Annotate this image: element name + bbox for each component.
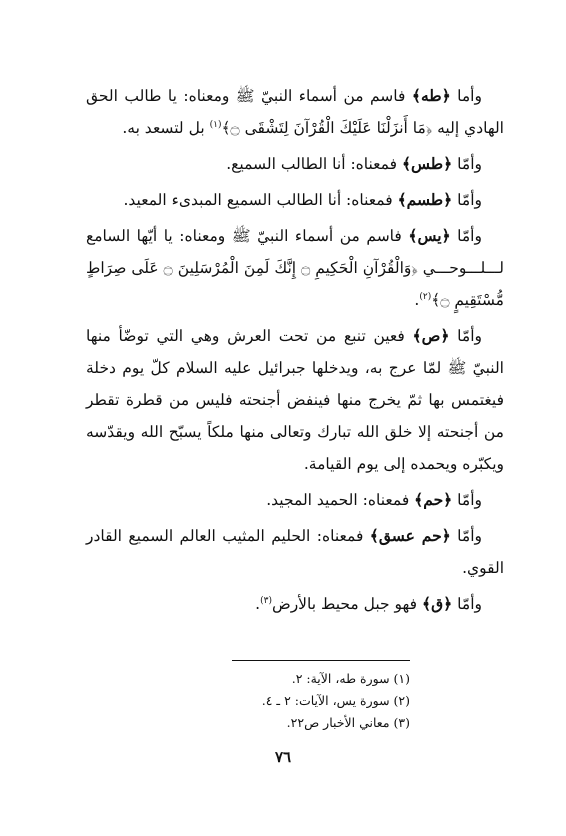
paragraph-text: فمعناه: الحليم المثيب العالم السميع القادر القوي. — [86, 527, 504, 577]
footnotes — [120, 668, 410, 734]
paragraph-tas — [86, 148, 504, 180]
paragraph-text: فمعناه: أنا الطالب السميع. — [226, 155, 398, 173]
paragraph-text: فاسم من أسماء النبيّ ﷺ ومعناه: يا طالب الحق الهادي إليه ﴿مَا أَنزَلْنَا عَلَيْكَ الْقُرْآنَ لِتَشْقَى ۝﴾ — [86, 87, 504, 137]
paragraph-text: فاسم من أسماء النبيّ ﷺ ومعناه: يا أيّها السامع لـــلـــوحـــي ﴿وَالْقُرْآنِ الْحَكِيمِ ۝ إِنَّكَ لَمِنَ الْمُرْسَلِينَ ۝ عَلَى صِرَاطٍ مُّسْتَقِيمٍ ۝﴾ — [86, 227, 504, 309]
lead-word: وأمّا — [457, 527, 482, 545]
footnote-3: (٣) معاني الأخبار ص٢٢. — [286, 715, 410, 730]
lead-word: وأمّا — [457, 595, 482, 613]
paragraph-qaf — [86, 588, 504, 620]
footnote-divider — [232, 660, 410, 661]
paragraph-tail: . — [255, 595, 261, 613]
term-qaf: ﴿ق﴾ — [422, 594, 453, 613]
paragraph-tail: . — [414, 291, 420, 309]
paragraph-tasam — [86, 184, 504, 216]
lead-word: وأمّا — [457, 227, 482, 245]
paragraph-taha — [86, 80, 504, 144]
paragraph-yasin — [86, 220, 504, 316]
lead-word: وأمّا — [457, 491, 482, 509]
term-tas: ﴿طس﴾ — [401, 154, 453, 173]
lead-word: وأما — [457, 87, 482, 105]
term-tasam: ﴿طسم﴾ — [397, 190, 453, 209]
footnote-2: (٢) سورة يس، الآيات: ٢ ـ ٤. — [261, 693, 410, 708]
paragraph-text: فهو جبل محيط بالأرض — [271, 595, 418, 613]
lead-word: وأمّا — [457, 155, 482, 173]
paragraph-text: فمعناه: أنا الطالب السميع المبدىء المعيد. — [123, 191, 393, 209]
lead-word: وأمّا — [457, 191, 482, 209]
footnote-1: (١) سورة طه، الآية: ٢. — [291, 671, 410, 686]
page-number: ٧٦ — [274, 748, 292, 766]
paragraph-text: فمعناه: الحميد المجيد. — [266, 491, 410, 509]
footnote-ref-3: (٣) — [260, 595, 272, 606]
paragraph-ham-asq — [86, 520, 504, 584]
paragraph-ham — [86, 484, 504, 516]
term-taha: ﴿طه﴾ — [411, 86, 451, 105]
term-ham: ﴿حم﴾ — [414, 490, 453, 509]
term-ham-asq: ﴿حم عسق﴾ — [369, 526, 451, 545]
lead-word: وأمّا — [457, 327, 482, 345]
paragraph-tail: بل لتسعد به. — [122, 119, 205, 137]
paragraph-sad — [86, 320, 504, 480]
page-body — [86, 80, 504, 624]
term-sad: ﴿ص﴾ — [412, 326, 450, 345]
paragraph-text: فعين تنبع من تحت العرش وهي التي توضّأ منها النبيّ ﷺ لمّا عرج به، ويدخلها جبرائيل عليه السلام كلّ يوم دخلة فيغتمس بها ثمّ يخرج منها فينفض أجنحته فليس من قطرة تقطر من أجنحته إلا خلق الله تبارك وتعالى منها ملكاً يسبّح الله ويقدّسه ويكبّره ويحمده إلى يوم القيامة. — [86, 327, 504, 473]
term-yasin: ﴿يس﴾ — [408, 226, 451, 245]
footnote-ref-2: (٢) — [419, 291, 432, 302]
footnote-ref-1: (١) — [209, 119, 222, 130]
